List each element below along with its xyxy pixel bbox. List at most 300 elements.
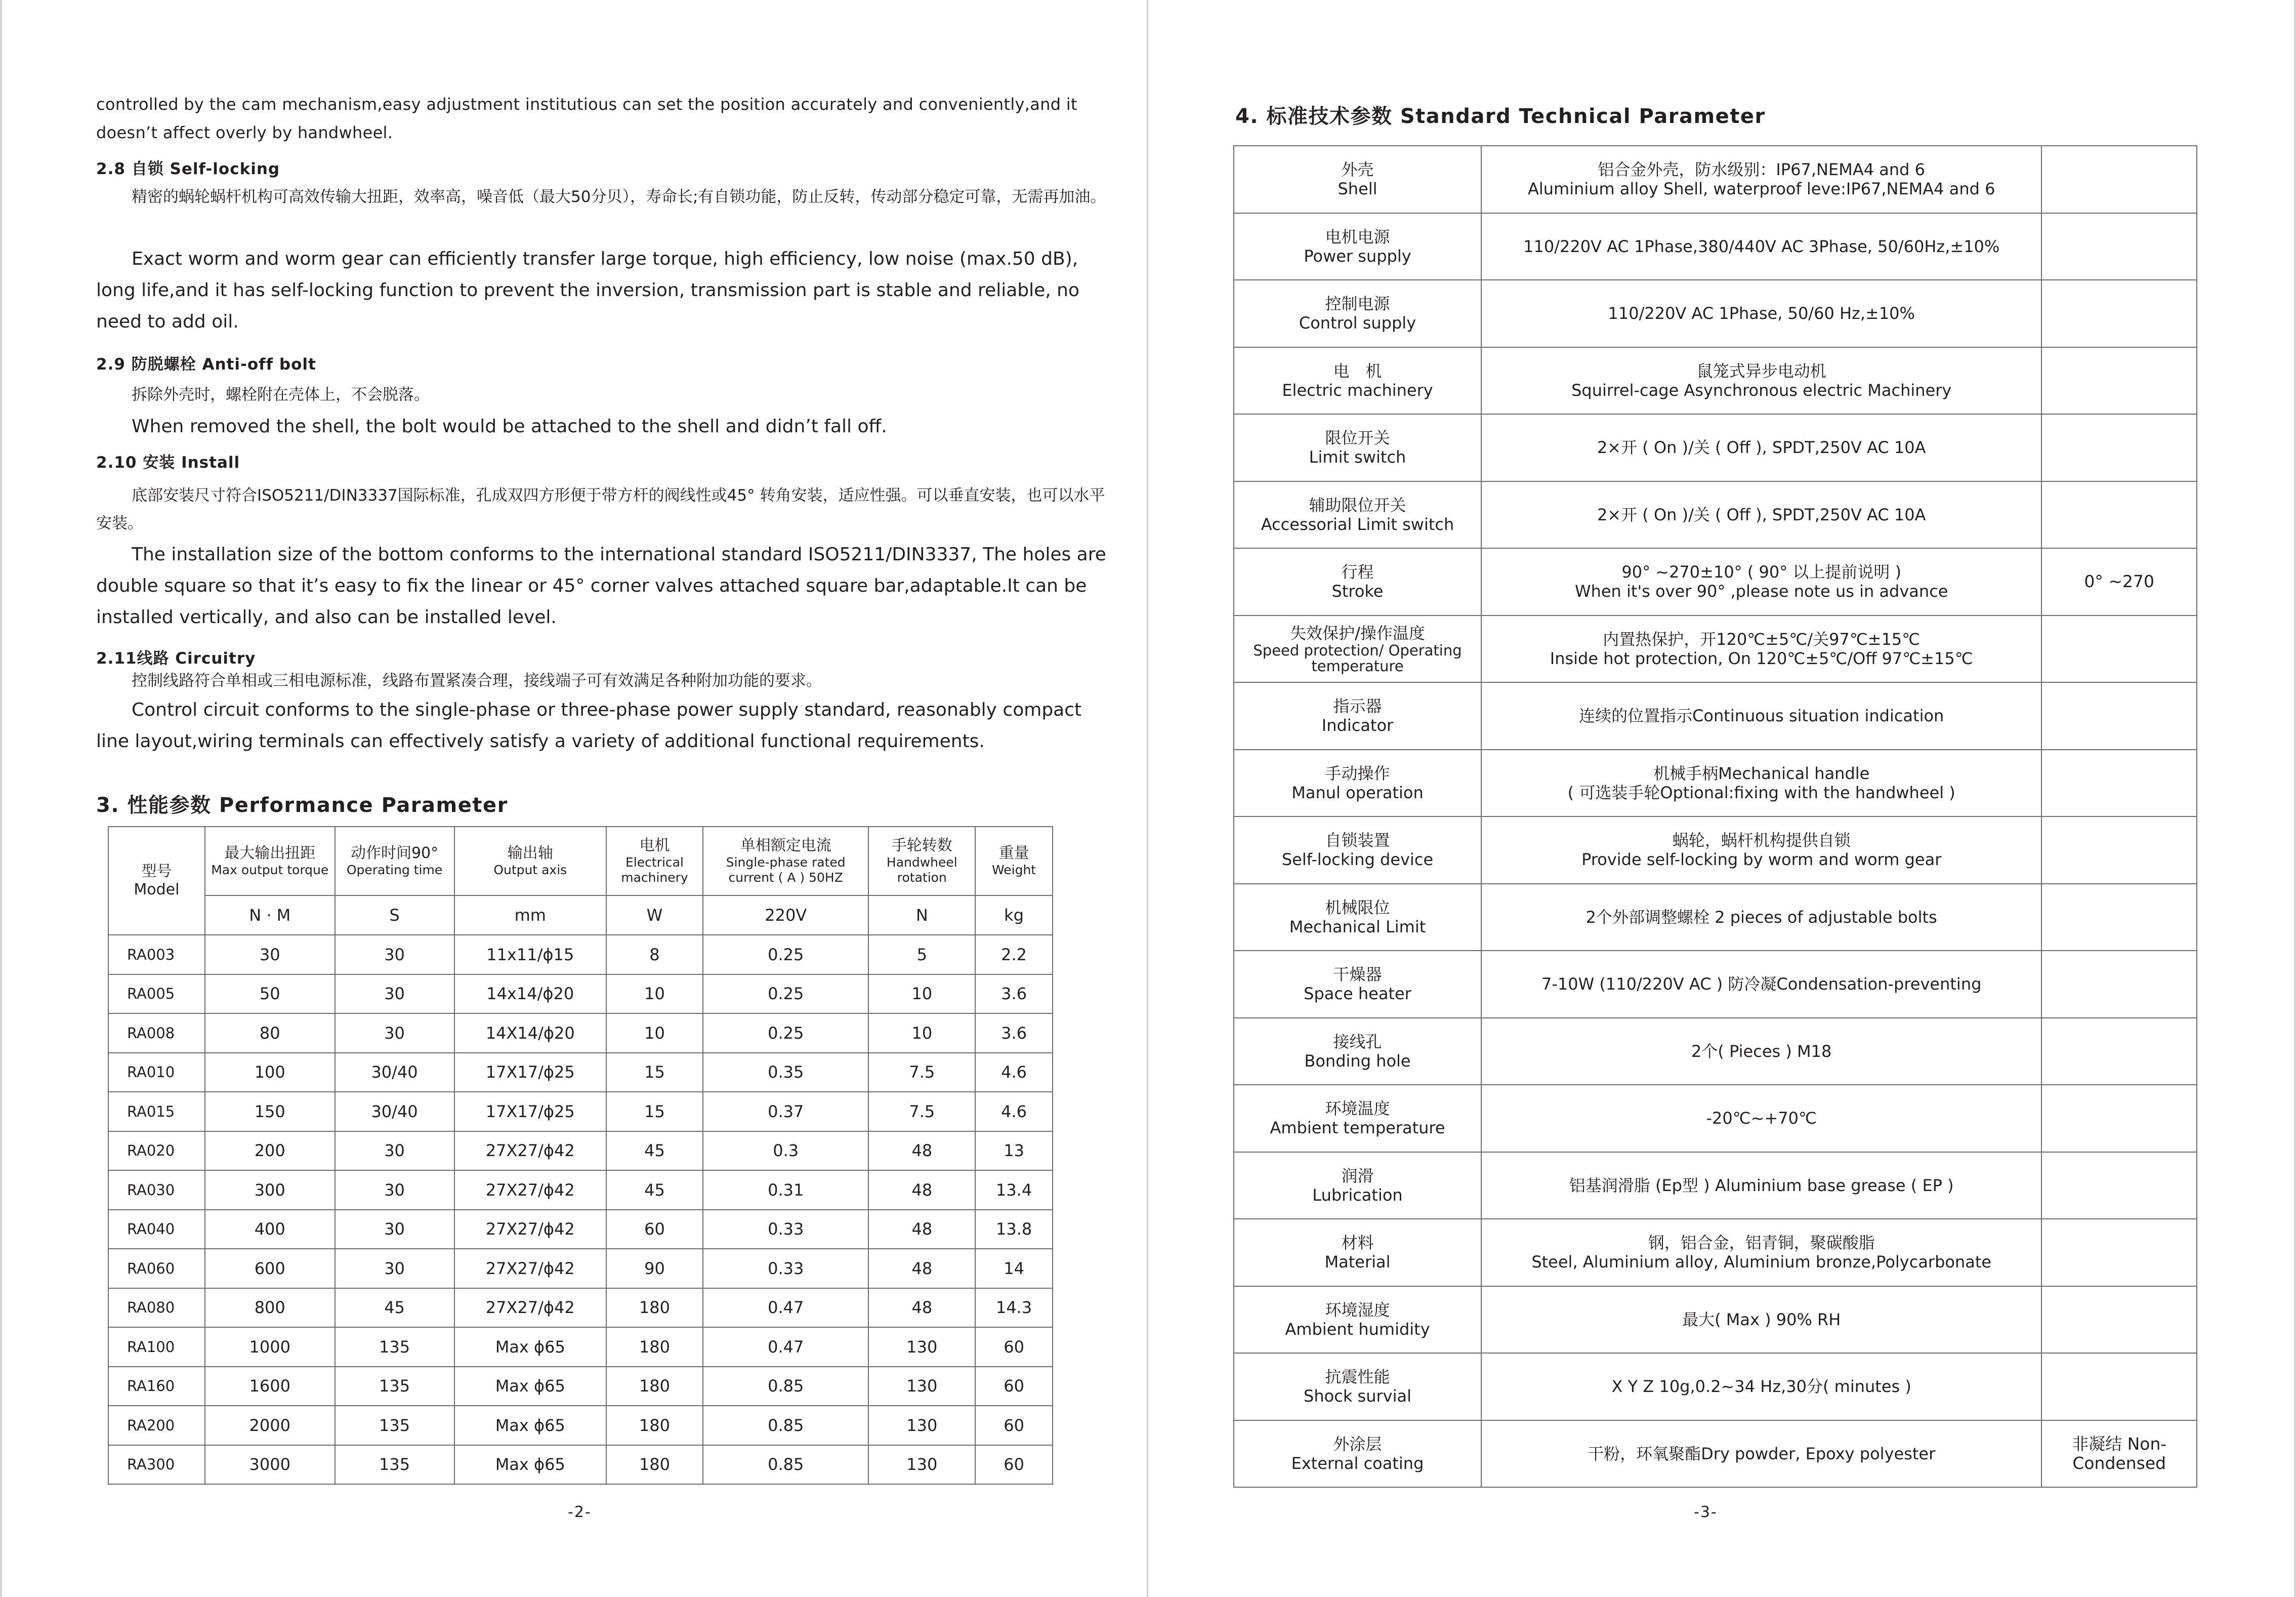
table-cell: 60	[975, 1445, 1053, 1485]
table-cell: 30	[335, 935, 454, 974]
model-cell: RA030	[108, 1170, 205, 1210]
table-cell: 0.35	[703, 1053, 869, 1092]
perf-header-weight: 重量 Weight	[975, 827, 1053, 895]
table-cell: 17X17/ϕ25	[454, 1092, 607, 1131]
table-cell: 30	[335, 1131, 454, 1171]
param-value-en: 2个( Pieces ) M18	[1691, 1041, 1832, 1061]
table-cell: 200	[205, 1131, 335, 1171]
table-cell: 11x11/ϕ15	[454, 935, 607, 974]
table-cell: 135	[335, 1406, 454, 1445]
param-value-en: X Y Z 10g,0.2~34 Hz,30分( minutes )	[1611, 1377, 1911, 1397]
table-cell: Max ϕ65	[454, 1406, 607, 1445]
param-value-cell	[1481, 816, 2041, 884]
param-name-cell	[1234, 213, 1481, 280]
table-cell: 180	[606, 1406, 703, 1445]
heading-2-9: 2.9 防脱螺栓 Anti-off bolt	[96, 355, 316, 374]
param-name-cn: 失效保护/操作温度	[1290, 623, 1425, 643]
table-cell: 27X27/ϕ42	[454, 1210, 607, 1249]
param-extra-cell	[2041, 616, 2197, 683]
perf-header-row	[108, 827, 1053, 895]
param-value-en: 7-10W (110/220V AC ) 防冷凝Condensation-preventing	[1541, 974, 1982, 994]
model-cell: RA008	[108, 1013, 205, 1053]
param-name-cn: 外涂层	[1333, 1434, 1382, 1454]
model-cell: RA160	[108, 1367, 205, 1406]
param-extra-cell	[2041, 1085, 2197, 1152]
table-cell: 50	[205, 974, 335, 1014]
param-value-cn: 蜗轮，蜗杆机构提供自锁	[1672, 831, 1851, 850]
param-value-cn: 内置热保护，开120℃±5℃/关97℃±15℃	[1603, 629, 1921, 649]
param-value-cn: 90° ~270±10° ( 90° 以上提前说明 )	[1621, 562, 1902, 582]
table-cell: 30	[335, 1170, 454, 1210]
section-4-title: 4. 标准技术参数 Standard Technical Parameter	[1235, 105, 1766, 128]
param-value-en: Steel, Aluminium alloy, Aluminium bronze,Polycarbonate	[1531, 1252, 1992, 1272]
table-cell: 14.3	[975, 1288, 1053, 1328]
table-row	[1234, 616, 2197, 683]
param-name-en: Stroke	[1331, 582, 1384, 601]
table-row	[108, 974, 1053, 1014]
table-cell: 800	[205, 1288, 335, 1328]
table-cell: 30/40	[335, 1053, 454, 1092]
param-value-cell	[1481, 1420, 2041, 1488]
param-name-en: Indicator	[1321, 716, 1394, 735]
table-cell: 1000	[205, 1327, 335, 1367]
table-cell: 13	[975, 1131, 1053, 1171]
param-name-cell	[1234, 1152, 1481, 1219]
model-cell: RA300	[108, 1445, 205, 1485]
param-extra-cell	[2041, 951, 2197, 1018]
param-name-cell	[1234, 951, 1481, 1018]
table-cell: 30	[335, 1013, 454, 1053]
perf-header-torque: 最大输出扭距 Max output torque	[205, 827, 335, 895]
table-cell: 60	[975, 1406, 1053, 1445]
param-value-cn: 铝合金外壳，防水级别：IP67,NEMA4 and 6	[1598, 160, 1925, 180]
param-name-en: Mechanical Limit	[1289, 917, 1426, 936]
param-name-cn: 电机电源	[1325, 227, 1390, 247]
param-name-cn: 环境湿度	[1325, 1300, 1390, 1320]
param-name-cn: 行程	[1341, 562, 1374, 582]
perf-units-row	[108, 895, 1053, 935]
table-cell: 30	[335, 1210, 454, 1249]
param-extra-cell	[2041, 213, 2197, 280]
param-value-en: 最大( Max ) 90% RH	[1682, 1309, 1841, 1329]
table-cell: 4.6	[975, 1092, 1053, 1131]
param-name-cell	[1234, 1353, 1481, 1420]
table-cell: 30	[205, 935, 335, 974]
param-name-en: Shell	[1338, 179, 1377, 199]
table-cell: 48	[868, 1249, 975, 1288]
param-name-cell	[1234, 1420, 1481, 1488]
table-row	[1234, 1085, 2197, 1152]
table-cell: 17X17/ϕ25	[454, 1053, 607, 1092]
param-name-cn: 润滑	[1341, 1166, 1374, 1185]
param-extra-cell	[2041, 1152, 2197, 1219]
table-cell: 10	[606, 1013, 703, 1053]
param-value-cell	[1481, 481, 2041, 549]
param-value-en: 2×开 ( On )/关 ( Off ), SPDT,250V AC 10A	[1597, 438, 1926, 458]
table-row	[1234, 816, 2197, 884]
perf-header-model: 型号 Model	[108, 827, 205, 935]
table-row	[108, 1367, 1053, 1406]
param-name-cn: 自锁装置	[1325, 831, 1390, 850]
table-cell: 600	[205, 1249, 335, 1288]
table-cell: 130	[868, 1445, 975, 1485]
table-cell: 5	[868, 935, 975, 974]
table-cell: 0.3	[703, 1131, 869, 1171]
perf-header-rated-current: 单相额定电流 Single-phase rated current ( A ) 50HZ	[703, 827, 869, 895]
param-value-cell	[1481, 1286, 2041, 1354]
param-extra-cell	[2041, 1353, 2197, 1420]
table-row	[108, 1249, 1053, 1288]
table-row	[1234, 146, 2197, 213]
param-value-cell	[1481, 750, 2041, 817]
param-name-en: Bonding hole	[1304, 1051, 1411, 1071]
param-value-en: -20℃~+70℃	[1706, 1109, 1817, 1128]
table-row	[1234, 682, 2197, 750]
param-name-cell	[1234, 1219, 1481, 1286]
param-value-cell	[1481, 1018, 2041, 1085]
param-name-en: Manul operation	[1291, 783, 1424, 802]
table-row	[1234, 481, 2197, 549]
param-value-en: Provide self-locking by worm and worm gear	[1581, 850, 1942, 870]
param-extra-cell	[2041, 414, 2197, 481]
param-value-en: 110/220V AC 1Phase, 50/60 Hz,±10%	[1608, 304, 1915, 323]
param-value-cell	[1481, 414, 2041, 481]
param-name-en: Space heater	[1304, 984, 1411, 1004]
param-extra-cell: 非凝结 Non-Condensed	[2041, 1420, 2197, 1488]
param-name-cell	[1234, 616, 1481, 683]
unit-cell: kg	[975, 895, 1053, 935]
param-name-en: Shock survial	[1304, 1386, 1411, 1406]
table-row	[108, 935, 1053, 974]
table-cell: 3000	[205, 1445, 335, 1485]
param-value-cn: 鼠笼式异步电动机	[1696, 361, 1826, 381]
section-3-title: 3. 性能参数 Performance Parameter	[96, 794, 508, 817]
param-name-cell	[1234, 1286, 1481, 1354]
table-row	[108, 1053, 1053, 1092]
table-cell: 180	[606, 1367, 703, 1406]
table-row	[108, 1092, 1053, 1131]
table-cell: 100	[205, 1053, 335, 1092]
param-name-cell	[1234, 682, 1481, 750]
table-cell: 27X27/ϕ42	[454, 1249, 607, 1288]
table-cell: 0.31	[703, 1170, 869, 1210]
table-row	[1234, 1420, 2197, 1488]
table-cell: 10	[868, 974, 975, 1014]
unit-cell: 220V	[703, 895, 869, 935]
param-extra-cell	[2041, 682, 2197, 750]
table-cell: 27X27/ϕ42	[454, 1288, 607, 1328]
param-name-cell	[1234, 548, 1481, 616]
table-cell: 14	[975, 1249, 1053, 1288]
table-cell: 180	[606, 1288, 703, 1328]
param-value-en: Inside hot protection, On 120℃±5℃/Off 97℃±15℃	[1550, 648, 1973, 668]
table-row	[108, 1327, 1053, 1367]
perf-header-electrical-machinery: 电机 Electrical machinery	[606, 827, 703, 895]
table-cell: 30	[335, 974, 454, 1014]
param-extra-cell	[2041, 750, 2197, 817]
table-cell: 48	[868, 1288, 975, 1328]
table-cell: 4.6	[975, 1053, 1053, 1092]
table-cell: 0.25	[703, 974, 869, 1014]
page-number-right: -3-	[1694, 1503, 1718, 1521]
param-value-en: Aluminium alloy Shell, waterproof leve:IP67,NEMA4 and 6	[1527, 179, 1995, 199]
table-cell: 30/40	[335, 1092, 454, 1131]
param-name-en: Self-locking device	[1281, 850, 1434, 870]
table-cell: 48	[868, 1131, 975, 1171]
page-number-left: -2-	[568, 1503, 592, 1521]
param-name-cn: 材料	[1341, 1233, 1374, 1253]
table-cell: 13.4	[975, 1170, 1053, 1210]
model-cell: RA010	[108, 1053, 205, 1092]
table-cell: 3.6	[975, 1013, 1053, 1053]
param-extra-cell	[2041, 280, 2197, 347]
param-value-cell	[1481, 1085, 2041, 1152]
param-value-cell	[1481, 884, 2041, 951]
model-cell: RA003	[108, 935, 205, 974]
table-cell: 48	[868, 1210, 975, 1249]
table-cell: 45	[335, 1288, 454, 1328]
param-name-cn: 手动操作	[1325, 763, 1390, 783]
table-cell: 300	[205, 1170, 335, 1210]
param-name-en: External coating	[1291, 1453, 1424, 1473]
param-name-en: Material	[1324, 1252, 1391, 1272]
table-cell: 8	[606, 935, 703, 974]
model-cell: RA040	[108, 1210, 205, 1249]
table-row	[108, 1170, 1053, 1210]
table-cell: 60	[975, 1327, 1053, 1367]
table-cell: 60	[975, 1367, 1053, 1406]
table-cell: 0.85	[703, 1367, 869, 1406]
param-extra-cell	[2041, 481, 2197, 549]
param-name-cell	[1234, 481, 1481, 549]
param-extra-cell	[2041, 347, 2197, 415]
param-name-cn: 环境温度	[1325, 1099, 1390, 1119]
table-row	[1234, 1219, 2197, 1286]
heading-2-8: 2.8 自锁 Self-locking	[96, 160, 280, 178]
table-cell: 60	[606, 1210, 703, 1249]
table-cell: 7.5	[868, 1092, 975, 1131]
table-cell: 14x14/ϕ20	[454, 974, 607, 1014]
param-name-en: Speed protection/ Operating temperature	[1253, 641, 1462, 675]
param-name-cell	[1234, 884, 1481, 951]
param-name-cn: 外壳	[1341, 160, 1374, 180]
table-row	[1234, 1018, 2197, 1085]
table-cell: Max ϕ65	[454, 1367, 607, 1406]
unit-cell: mm	[454, 895, 607, 935]
tech-table-body	[1234, 146, 2197, 1487]
param-extra-cell	[2041, 884, 2197, 951]
table-row	[1234, 414, 2197, 481]
param-name-en: Ambient temperature	[1270, 1118, 1445, 1138]
param-value-en: 干粉，环氧聚酯Dry powder, Epoxy polyester	[1588, 1444, 1936, 1463]
table-row	[1234, 280, 2197, 347]
heading-2-11: 2.11线路 Circuitry	[96, 649, 256, 668]
table-cell: 10	[606, 974, 703, 1014]
table-cell: 0.47	[703, 1288, 869, 1328]
table-cell: 13.8	[975, 1210, 1053, 1249]
param-name-en: Ambient humidity	[1285, 1319, 1430, 1339]
param-name-cn: 指示器	[1333, 697, 1382, 716]
param-name-en: Limit switch	[1309, 447, 1406, 467]
table-cell: 0.33	[703, 1249, 869, 1288]
table-row	[1234, 1152, 2197, 1219]
table-cell: 1600	[205, 1367, 335, 1406]
table-row	[108, 1406, 1053, 1445]
param-value-cell	[1481, 548, 2041, 616]
param-value-cell	[1481, 213, 2041, 280]
circuitry-cn: 控制线路符合单相或三相电源标准，线路布置紧凑合理，接线端子可有效满足各种附加功能的要求。	[132, 672, 822, 690]
table-cell: 135	[335, 1327, 454, 1367]
table-row	[1234, 1353, 2197, 1420]
perf-header-operating-time: 动作时间90° Operating time	[335, 827, 454, 895]
table-row	[1234, 548, 2197, 616]
param-value-en: 铝基润滑脂 (Ep型 ) Aluminium base grease ( EP )	[1569, 1175, 1954, 1195]
param-name-cn: 辅助限位开关	[1309, 495, 1406, 515]
param-value-cell	[1481, 280, 2041, 347]
param-value-en: Squirrel-cage Asynchronous electric Machinery	[1571, 380, 1952, 400]
self-locking-en: Exact worm and worm gear can efficiently transfer large torque, high efficiency, low noise (max.50 dB), long life,and it has self-locking function to prevent the inversion, transmission part is stable and reliable, no need to add oil.	[96, 249, 1079, 332]
table-cell: 3.6	[975, 974, 1053, 1014]
param-name-cn: 电 机	[1333, 361, 1382, 381]
table-cell: 130	[868, 1367, 975, 1406]
intro-paragraph: controlled by the cam mechanism,easy adjustment institutious can set the position accurately and conveniently,and it doesn’t affect overly by handwheel.	[96, 95, 1077, 142]
param-name-cn: 限位开关	[1325, 428, 1390, 448]
table-row	[1234, 347, 2197, 415]
param-value-cn: 机械手柄Mechanical handle	[1653, 763, 1870, 783]
param-extra-cell	[2041, 816, 2197, 884]
table-cell: 150	[205, 1092, 335, 1131]
param-name-cn: 控制电源	[1325, 294, 1390, 314]
model-cell: RA060	[108, 1249, 205, 1288]
table-cell: 400	[205, 1210, 335, 1249]
param-extra-cell	[2041, 146, 2197, 213]
table-cell: 80	[205, 1013, 335, 1053]
param-extra-cell: 0° ~270	[2041, 548, 2197, 616]
install-cn: 底部安装尺寸符合ISO5211/DIN3337国际标准，孔成双四方形便于带方杆的阀线性或45° 转角安装，适应性强。可以垂直安装，也可以水平安装。	[96, 486, 1105, 533]
perf-header-output-axis: 输出轴 Output axis	[454, 827, 607, 895]
param-value-cell	[1481, 1152, 2041, 1219]
model-cell: RA200	[108, 1406, 205, 1445]
param-value-cell	[1481, 951, 2041, 1018]
table-cell: 180	[606, 1445, 703, 1485]
table-cell: 0.47	[703, 1327, 869, 1367]
param-name-en: Lubrication	[1312, 1185, 1403, 1205]
table-cell: 90	[606, 1249, 703, 1288]
param-value-cell	[1481, 1353, 2041, 1420]
table-cell: 14X14/ϕ20	[454, 1013, 607, 1053]
technical-parameter-table	[1233, 145, 2197, 1488]
param-name-cell	[1234, 347, 1481, 415]
table-row	[108, 1445, 1053, 1485]
self-locking-cn: 精密的蜗轮蜗杆机构可高效传输大扭距，效率高，噪音低（最大50分贝），寿命长;有自锁功能，防止反转，传动部分稳定可靠，无需再加油。	[132, 188, 1106, 206]
param-value-cn: 钢，铝合金，铝青铜，聚碳酸脂	[1648, 1233, 1875, 1253]
table-cell: 180	[606, 1327, 703, 1367]
table-cell: 15	[606, 1053, 703, 1092]
table-cell: 27X27/ϕ42	[454, 1170, 607, 1210]
param-value-en: 110/220V AC 1Phase,380/440V AC 3Phase, 50/60Hz,±10%	[1523, 236, 2000, 256]
param-value-cell	[1481, 616, 2041, 683]
table-cell: 135	[335, 1445, 454, 1485]
param-name-cell	[1234, 146, 1481, 213]
param-value-en: 连续的位置指示Continuous situation indication	[1579, 706, 1944, 726]
param-value-en: ( 可选装手轮Optional:fixing with the handwheel )	[1567, 783, 1955, 802]
param-name-cell	[1234, 1085, 1481, 1152]
table-cell: 0.25	[703, 935, 869, 974]
param-name-cn: 接线孔	[1333, 1032, 1382, 1051]
table-cell: 10	[868, 1013, 975, 1053]
param-value-cell	[1481, 682, 2041, 750]
param-name-cn: 机械限位	[1325, 897, 1390, 917]
performance-table	[108, 826, 1053, 1485]
param-value-en: 2×开 ( On )/关 ( Off ), SPDT,250V AC 10A	[1597, 505, 1926, 524]
param-extra-cell	[2041, 1286, 2197, 1354]
param-name-en: Power supply	[1304, 246, 1411, 266]
table-cell: 45	[606, 1170, 703, 1210]
param-name-cell	[1234, 816, 1481, 884]
table-cell: 0.33	[703, 1210, 869, 1249]
table-row	[108, 1013, 1053, 1053]
model-cell: RA080	[108, 1288, 205, 1328]
table-row	[1234, 1286, 2197, 1354]
model-cell: RA100	[108, 1327, 205, 1367]
param-extra-cell	[2041, 1219, 2197, 1286]
param-value-cell	[1481, 347, 2041, 415]
param-value-cell	[1481, 1219, 2041, 1286]
model-cell: RA020	[108, 1131, 205, 1171]
circuitry-en: Control circuit conforms to the single-phase or three-phase power supply standard, reasonably compact line layout,wiring terminals can effectively satisfy a variety of additional functional requirements.	[96, 700, 1082, 752]
anti-off-bolt-cn: 拆除外壳时，螺栓附在壳体上，不会脱落。	[132, 386, 430, 404]
table-cell: 7.5	[868, 1053, 975, 1092]
param-extra-cell	[2041, 1018, 2197, 1085]
table-row	[1234, 213, 2197, 280]
table-cell: 130	[868, 1327, 975, 1367]
table-cell: 0.25	[703, 1013, 869, 1053]
param-value-en: When it's over 90° ,please note us in advance	[1574, 582, 1948, 601]
table-cell: 48	[868, 1170, 975, 1210]
param-name-cell	[1234, 280, 1481, 347]
table-cell: 15	[606, 1092, 703, 1131]
table-cell: 2000	[205, 1406, 335, 1445]
table-row	[108, 1131, 1053, 1171]
table-cell: Max ϕ65	[454, 1327, 607, 1367]
param-name-cn: 干燥器	[1333, 965, 1382, 985]
table-row	[1234, 884, 2197, 951]
param-name-cell	[1234, 750, 1481, 817]
table-cell: 27X27/ϕ42	[454, 1131, 607, 1171]
param-name-cell	[1234, 414, 1481, 481]
table-cell: 30	[335, 1249, 454, 1288]
table-row	[1234, 750, 2197, 817]
table-cell: 0.85	[703, 1406, 869, 1445]
unit-cell: S	[335, 895, 454, 935]
param-name-en: Control supply	[1299, 313, 1416, 333]
unit-cell: N	[868, 895, 975, 935]
table-row	[1234, 951, 2197, 1018]
table-row	[108, 1288, 1053, 1328]
table-cell: 135	[335, 1367, 454, 1406]
table-cell: 45	[606, 1131, 703, 1171]
param-value-cell	[1481, 146, 2041, 213]
param-name-en: Accessorial Limit switch	[1261, 514, 1454, 534]
install-en: The installation size of the bottom conforms to the international standard ISO5211/DIN3337, The holes are double square so that it’s easy to fix the linear or 45° corner valves attached square bar,adaptable.It can be installed vertically, and also can be installed level.	[96, 544, 1106, 628]
table-cell: 2.2	[975, 935, 1053, 974]
param-name-en: Electric machinery	[1282, 380, 1433, 400]
unit-cell: N · M	[205, 895, 335, 935]
perf-table-body	[108, 935, 1053, 1484]
model-cell: RA015	[108, 1092, 205, 1131]
table-cell: 0.37	[703, 1092, 869, 1131]
table-cell: 0.85	[703, 1445, 869, 1485]
